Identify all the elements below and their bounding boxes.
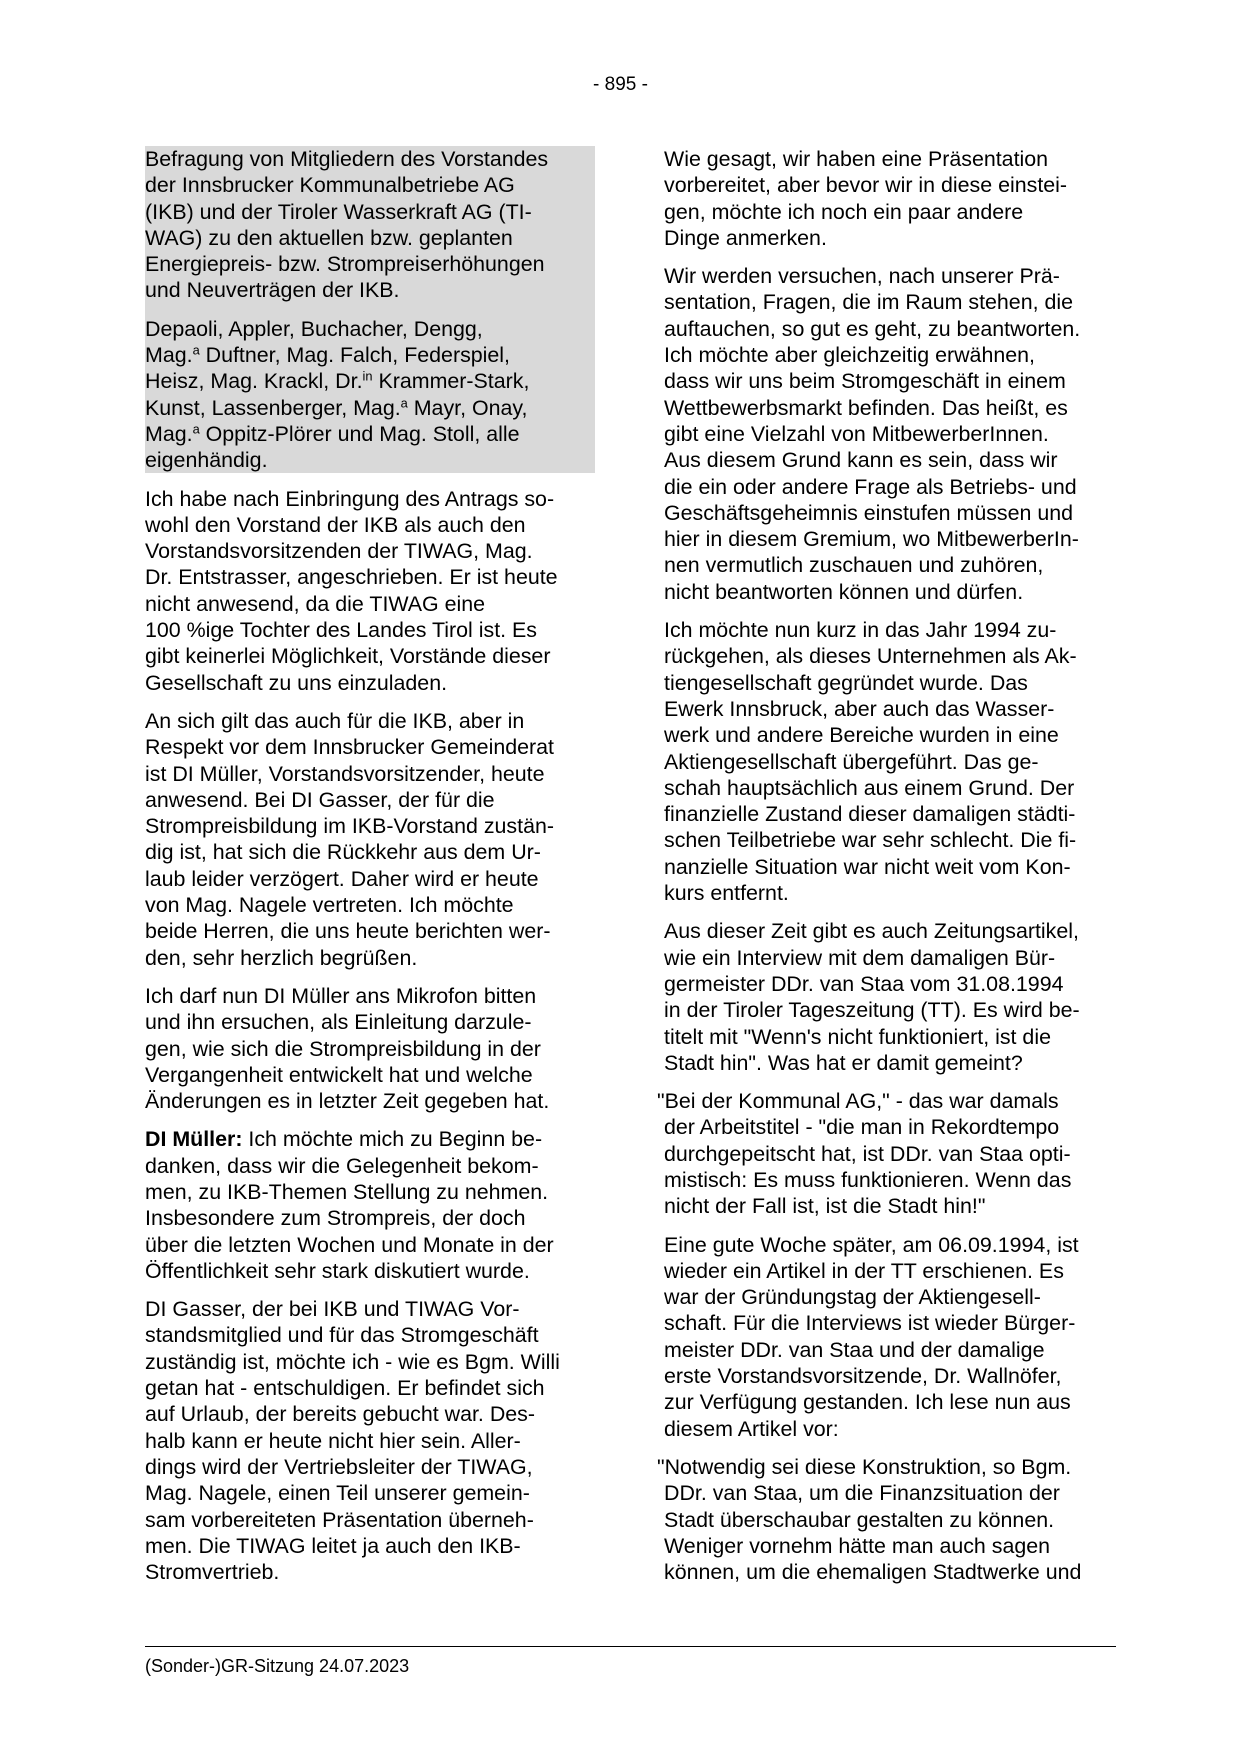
motion-title: Befragung von Mitgliedern des Vorstandes der Innsbrucker Kommunalbetriebe AG (IKB) und der Tiroler Wasserkraft AG (TI- WAG) zu den aktuellen bzw. geplanten Energiepreis- bzw. Strompreiserhöhungen und Neuverträgen der IKB. [145, 147, 549, 303]
signatories-text: Oppitz-Plörer und Mag. Stoll, alle eigenhändig. [145, 421, 520, 473]
paragraph: Aus dieser Zeit gibt es auch Zeitungsartikel, wie ein Interview mit dem damaligen Bür- germeister DDr. van Staa vom 31.08.1994 in der Tiroler Tageszeitung (TT). Es wird be- titelt mit "Wenn's nicht funktioniert, ist die Stadt hin". Was hat er damit gemeint? [664, 919, 1080, 1075]
right-column [657, 146, 1124, 1597]
speaker-paragraph [145, 1126, 595, 1284]
signatories-text: Mayr, Onay, Mag. [145, 395, 528, 446]
superscript-in: in [362, 368, 373, 384]
paragraph: An sich gilt das auch für die IKB, aber in Respekt vor dem Innsbrucker Gemeinderat ist DI Müller, Vorstandsvorsitzender, heute anwesend. Bei DI Gasser, der für die Strompreisbildung im IKB-Vorstand zustän- dig ist, hat sich die Rückkehr aus dem Ur- laub leider verzögert. Daher wird er heute von Mag. Nagele vertreten. Ich möchte beide Herren, die uns heute berichten wer- den, sehr herzlich begrüßen. [145, 708, 554, 970]
quote-paragraph: "Notwendig sei diese Konstruktion, so Bgm. DDr. van Staa, um die Finanzsituation der Stadt überschaubar gestalten zu können. Weniger vornehm hätte man auch sagen können, um die ehemaligen Stadtwerke und [657, 1454, 1082, 1585]
paragraph: Wie gesagt, wir haben eine Präsentation vorbereitet, aber bevor wir in diese einstei- gen, möchte ich noch ein paar andere Dinge anmerken. [664, 147, 1068, 250]
paragraph: Ich möchte nun kurz in das Jahr 1994 zu- rückgehen, als dieses Unternehmen als Ak- tiengesellschaft gegründet wurde. Das Ewerk Innsbruck, aber auch das Wasser- werk und andere Bereiche wurden in eine Aktiengesellschaft übergeführt. Das ge- schah hauptsächlich aus einem Grund. Der finanzielle Zustand dieser damaligen städti- schen Teilbetriebe war sehr schlecht. Die fi- nanzielle Situation war nicht weit vom Kon- kurs entfernt. [664, 618, 1077, 906]
signatories-text: Krammer-Stark, Kunst, Lassenberger, Mag. [145, 369, 530, 420]
paragraph: Eine gute Woche später, am 06.09.1994, ist wieder ein Artikel in der TT erschienen. Es war der Gründungstag der Aktiengesell- schaft. Für die Interviews ist wieder Bürger- meister DDr. van Staa und der damalige erste Vorstandsvorsitzende, Dr. Wallnöfer, zur Verfügung gestanden. Ich lese nun aus diesem Artikel vor: [664, 1232, 1079, 1441]
left-column [145, 146, 595, 1597]
footer-divider [145, 1646, 1116, 1647]
signatories-text: Depaoli, Appler, Buchacher, Dengg, Mag. [145, 316, 483, 368]
signatories-text: Duftner, Mag. Falch, Federspiel, Heisz, Mag. Krackl, Dr. [145, 343, 511, 394]
speaker-name: DI Müller: [145, 1127, 243, 1152]
superscript-a: a [192, 421, 200, 437]
signatories [145, 316, 595, 474]
superscript-a: a [192, 342, 200, 358]
superscript-a: a [400, 394, 408, 410]
paragraph: Ich darf nun DI Müller ans Mikrofon bitten und ihn ersuchen, als Einleitung darzule- gen, wie sich die Strompreisbildung in der Vergangenheit entwickelt hat und welche Änderungen es in letzter Zeit gegeben hat. [145, 983, 550, 1114]
footer-session-date: (Sonder-)GR-Sitzung 24.07.2023 [145, 1656, 410, 1676]
paragraph: DI Gasser, der bei IKB und TIWAG Vor- standsmitglied und für das Stromgeschäft zuständig ist, möchte ich - wie es Bgm. Willi getan hat - entschuldigen. Er befindet sich auf Urlaub, der bereits gebucht war. Des- halb kann er heute nicht hier sein. Aller- dings wird der Vertriebsleiter der TIWAG, Mag. Nagele, einen Teil unserer gemein- sam vorbereiteten Präsentation überneh- men. Die TIWAG leitet ja auch den IKB- Stromvertrieb. [145, 1297, 560, 1585]
page-number: - 895 - [593, 74, 648, 95]
paragraph: Ich habe nach Einbringung des Antrags so- wohl den Vorstand der IKB als auch den Vorstandsvorsitzenden der TIWAG, Mag. Dr. Entstrasser, angeschrieben. Er ist heute nicht anwesend, da die TIWAG eine 100 %ige Tochter des Landes Tirol ist. Es gibt keinerlei Möglichkeit, Vorstände dieser Gesellschaft zu uns einzuladen. [145, 486, 558, 695]
paragraph: Wir werden versuchen, nach unserer Prä- sentation, Fragen, die im Raum stehen, die auftauchen, so gut es geht, zu beantworten. Ich möchte aber gleichzeitig erwähnen, dass wir uns beim Stromgeschäft in einem Wettbewerbsmarkt befinden. Das heißt, es gibt eine Vielzahl von MitbewerberInnen. Aus diesem Grund kann es sein, dass wir die ein oder andere Frage als Betriebs- und Geschäftsgeheimnis einstufen müssen und hier in diesem Gremium, wo MitbewerberIn- nen vermutlich zuschauen und zuhören, nicht beantworten können und dürfen. [664, 264, 1081, 604]
quote-paragraph: "Bei der Kommunal AG," - das war damals der Arbeitstitel - "die man in Rekordtempo durchgepeitscht hat, ist DDr. van Staa opti- mistisch: Es muss funktionieren. Wenn das nicht der Fall ist, ist die Stadt hin!" [657, 1089, 1072, 1219]
speaker-text: Ich möchte mich zu Beginn be- danken, dass wir die Gelegenheit bekom- men, zu IKB-Themen Stellung zu nehmen. Insbesondere zum Strompreis, der doch über die letzten Wochen und Monate in der Öffentlichkeit sehr stark diskutiert wurde. [145, 1127, 554, 1283]
